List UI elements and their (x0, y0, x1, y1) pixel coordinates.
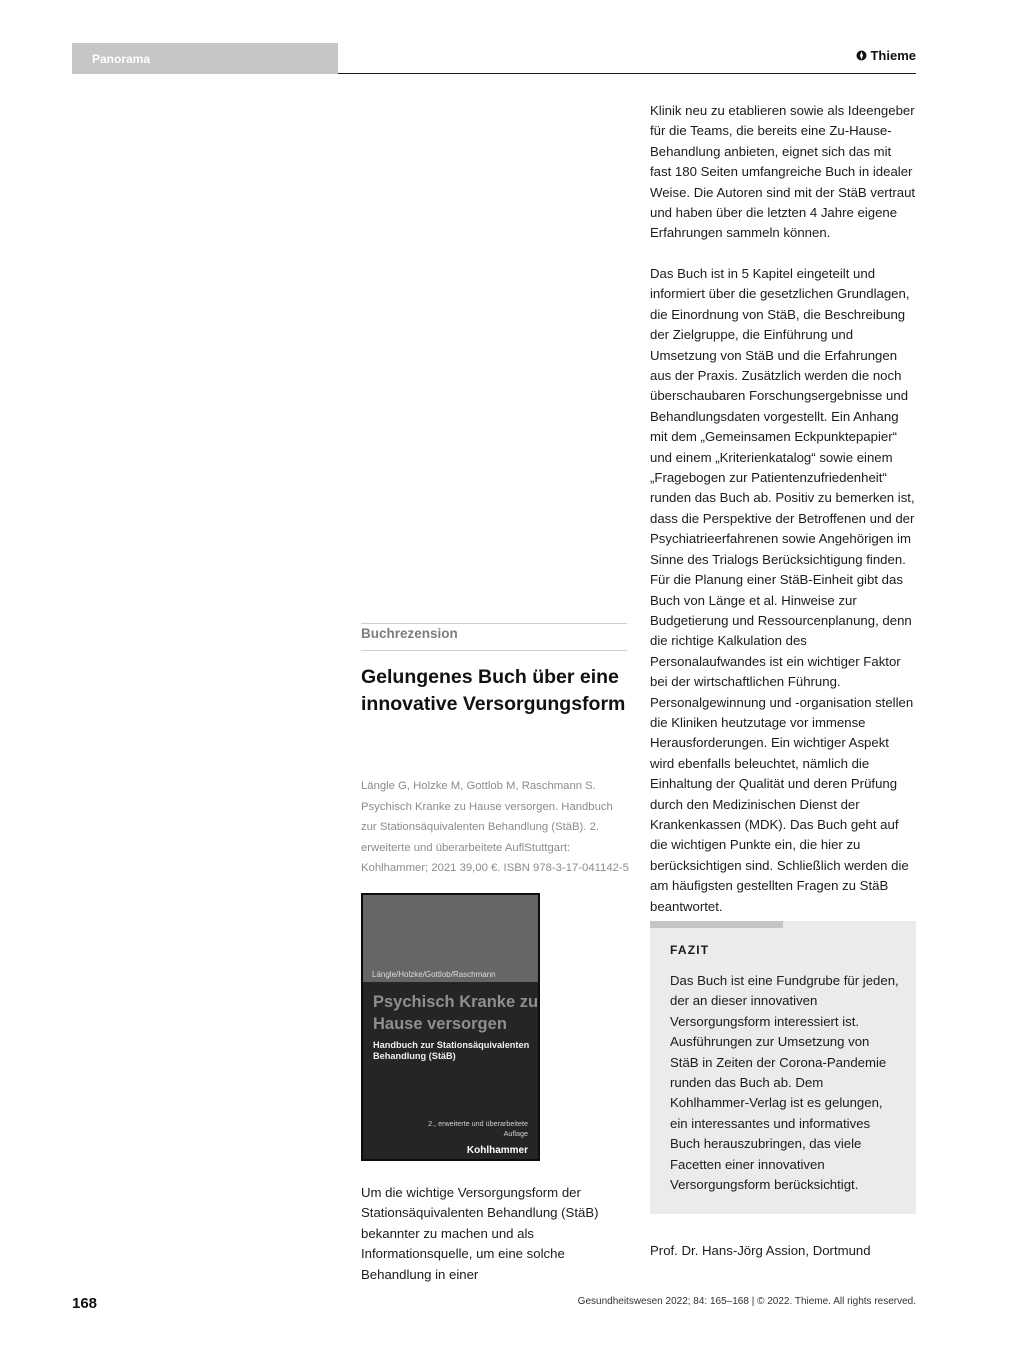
publisher-name: Thieme (870, 48, 916, 63)
book-citation: Längle G, Holzke M, Gottlob M, Raschmann S. Psychisch Kranke zu Hause versorgen. Handbuch zur Stationsäquivalenten Behandlung (StäB). 2. erweiterte und überarbeitete AuflStuttgart: Kohlhammer; 2021 39,00 €. ISBN 978-3-17-041142-5 (361, 780, 629, 874)
category-rule-top (361, 623, 627, 624)
article-category: Buchrezension (361, 626, 458, 641)
thieme-logo-icon (856, 49, 867, 62)
page-number: 168 (72, 1295, 98, 1312)
review-author: Prof. Dr. Hans-Jörg Assion, Dortmund (650, 1243, 871, 1258)
body-paragraph-intro: Um die wichtige Versorgungsform der Stationsäquivalenten Behandlung (StäB) bekannter zu machen und als Informationsquelle, um eine solche Behandlung in einer (361, 1185, 599, 1282)
category-rule-bottom (361, 650, 627, 651)
body-paragraph-2: Das Buch ist in 5 Kapitel eingeteilt und informiert über die gesetzlichen Grundlagen, die Einordnung von StäB, die Beschreibung der Zielgruppe, die Einführung und Umsetzung von StäB und die Erfahrungen aus der Praxis. Zusätzlich werden die noch überschaubaren Forschungsergebnisse und Behandlungsdaten vorgestellt. Ein Anhang mit dem „Gemeinsamen Eckpunktepapier“ und einem „Kriterienkatalog“ sowie einem „Fragebogen zur Patientenzufriedenheit“ runden das Buch ab. Positiv zu bemerken ist, dass die Perspektive der Betroffenen und der Psychiatrieerfahrenen sowie Angehörigen im Sinne des Trialogs Berücksichtigung finden. Für die Planung einer StäB-Einheit gibt das Buch von Länge et al. Hinweise zur Budgetierung und Ressourcenplanung, denn die richtige Kalkulation des Personalaufwandes ist ein wichtiger Faktor bei der wirtschaftlichen Führung. Personalgewinnung und -organisation stellen die Kliniken heutzutage vor immense Herausforderungen. Ein wichtiger Aspekt wird ebenfalls beleuchtet, nämlich die Einhaltung der Qualität und deren Prüfung durch den Medizinischen Dienst der Krankenkassen (MDK). Das Buch geht auf die wichtigen Punkte ein, die hier zu berücksichtigen sind. Schließlich werden die am häufigsten gestellten Fragen zu StäB beantwortet. (650, 266, 915, 914)
cover-top-band (363, 895, 538, 982)
header-divider (338, 73, 916, 74)
journal-reference: Gesundheitswesen 2022; 84: 165–168 | © 2022. Thieme. All rights reserved. (577, 1296, 916, 1307)
cover-authors: Längle/Holzke/Gottlob/Raschmann (372, 970, 496, 979)
cover-publisher: Kohlhammer (466, 1145, 528, 1156)
cover-title: Psychisch Kranke zu Hause versorgen (373, 993, 539, 1033)
cover-edition: 2., erweiterte und überarbeitete Auflage (428, 1119, 528, 1138)
fazit-heading: FAZIT (670, 943, 710, 957)
publisher-brand (856, 48, 916, 63)
section-label: Panorama (72, 43, 338, 74)
fazit-box (650, 921, 916, 1214)
book-cover-image (361, 893, 540, 1161)
cover-subtitle: Handbuch zur Stationsäquivalenten Behandlung (StäB) (373, 1040, 530, 1061)
article-title: Gelungenes Buch über eine innovative Versorgungsform (361, 666, 626, 715)
fazit-text: Das Buch ist eine Fundgrube für jeden, der an dieser innovativen Versorgungsform interessiert ist. Ausführungen zur Umsetzung von StäB in Zeiten der Corona-Pandemie runden das Buch ab. Dem Kohlhammer-Verlag ist es gelungen, ein interessantes und informatives Buch herauszubringen, das viele Facetten einer innovativen Versorgungsform berücksichtigt. (670, 973, 899, 1193)
body-paragraph-1: Klinik neu zu etablieren sowie als Ideengeber für die Teams, die bereits eine Zu-Hause-Behandlung anbieten, eignet sich das mit fast 180 Seiten umfangreiche Buch in idealer Weise. Die Autoren sind mit der StäB vertraut und haben über die letzten 4 Jahre eigene Erfahrungen sammeln können. (650, 103, 916, 241)
fazit-accent-bar (650, 921, 783, 928)
